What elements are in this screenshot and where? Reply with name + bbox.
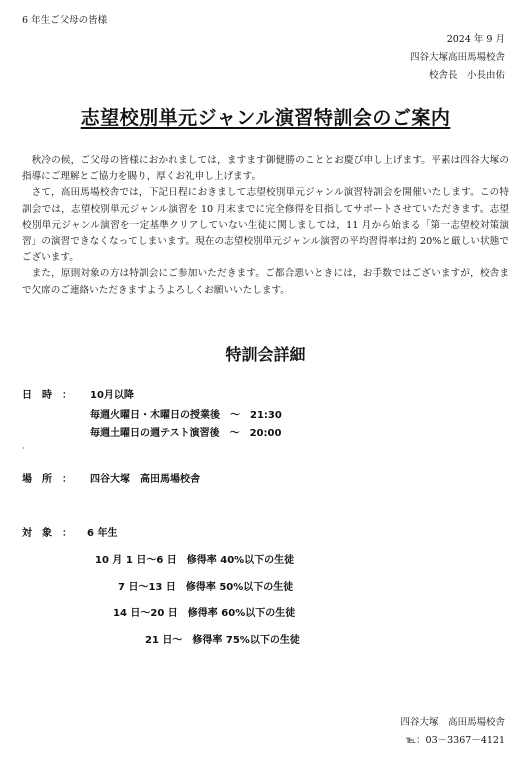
- issue-date: 2024 年 9 月: [446, 34, 505, 45]
- schedule-line-saturday: 毎週土曜日の週テスト演習後 ～ 20:00: [90, 428, 282, 439]
- paragraph-greeting: 秋冷の候，ご父母の皆様におかれましては，ますます御健勝のこととお慶び申し上げます。平素は四谷大塚の指導にご理解とご協力を賜り，厚くお礼申し上げます。: [22, 155, 509, 183]
- school-name: 四谷大塚高田馬場校舎: [409, 52, 505, 63]
- footer-tel: ℡：03－3367－4121: [405, 735, 505, 746]
- principal-name: 校舎長 小長由佑: [428, 70, 505, 81]
- stray-mark: ·: [22, 444, 25, 453]
- target-value: 6 年生: [87, 528, 118, 539]
- footer-school: 四谷大塚 高田馬場校舎: [400, 717, 505, 728]
- target-row: 21 日～ 修得率 75%以下の生徒: [145, 635, 300, 646]
- schedule-line-weekday: 毎週火曜日・木曜日の授業後 ～ 21:30: [90, 410, 282, 421]
- addressee: 6 年生ご父母の皆様: [22, 15, 108, 26]
- target-row: 14 日～20 日 修得率 60%以下の生徒: [113, 608, 296, 619]
- schedule-value: 10月以降: [90, 390, 134, 401]
- page-title-text: 志望校別単元ジャンル演習特訓会のご案内: [80, 107, 451, 129]
- paragraph-attendance: また，原則対象の方は特訓会にご参加いただきます。ご都合悪いときには，お手数ではございますが，校舎まで欠席のご連絡いただきますようよろしくお願いいたします。: [22, 268, 509, 296]
- place-value: 四谷大塚 高田馬場校舎: [90, 474, 200, 485]
- target-row: 10 月 1 日～6 日 修得率 40%以下の生徒: [95, 555, 295, 566]
- place-label: 場 所 ：: [22, 474, 72, 485]
- details-heading: 特訓会詳細: [225, 345, 306, 364]
- page-title: [0, 103, 531, 130]
- letter-body: [22, 153, 509, 299]
- paragraph-announcement: さて，高田馬場校舎では，下記日程におきまして志望校別単元ジャンル演習特訓会を開催いたします。この特訓会では，志望校別単元ジャンル演習を 10 月末までに完全修得を目指してサポートさせていただきます。志望校別単元ジャンル演習を一定基準クリアしていない生徒に関しましては，11 月から始まる「第一志望校対策演習」の演習できなくなってしまいます。現在の志望校別単元ジャンル演習の平均習得率は約 20%と厳しい状態でございます。: [22, 187, 509, 264]
- target-label: 対 象 ：: [22, 528, 72, 539]
- schedule-label: 日 時 ：: [22, 390, 72, 401]
- target-row: 7 日～13 日 修得率 50%以下の生徒: [118, 582, 294, 593]
